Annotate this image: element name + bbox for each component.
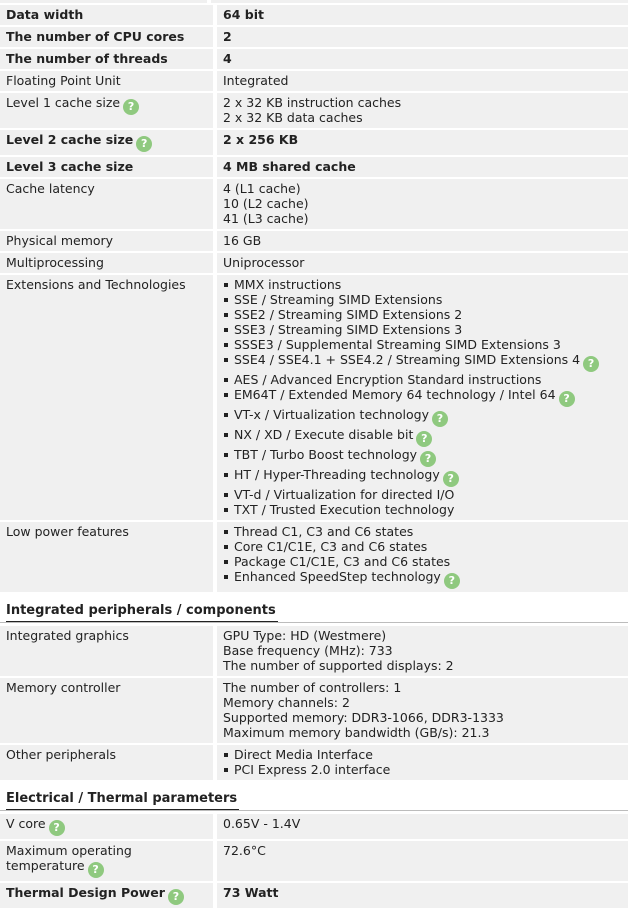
help-icon[interactable]: ? <box>559 391 575 407</box>
help-icon[interactable]: ? <box>432 411 448 427</box>
row-label: Cache latency <box>0 179 213 229</box>
table-row-extensions <box>0 273 628 520</box>
list-item: HT / Hyper-Threading technology ? <box>223 467 628 487</box>
peripherals-list <box>223 747 628 777</box>
list-item: AES / Advanced Encryption Standard instructions <box>223 372 628 387</box>
list-item: TBT / Turbo Boost technology ? <box>223 447 628 467</box>
row-value: 4 MB shared cache <box>217 157 628 177</box>
row-label: Data width <box>0 5 213 25</box>
row-label: Level 2 cache size ? <box>0 130 213 155</box>
help-icon[interactable]: ? <box>136 136 152 152</box>
table-row <box>0 69 628 91</box>
list-item: VT-d / Virtualization for directed I/O <box>223 487 628 502</box>
table-row-max-temperature <box>0 839 628 881</box>
row-label: Level 1 cache size ? <box>0 93 213 128</box>
row-value: Uniprocessor <box>217 253 628 273</box>
row-value: The number of controllers: 1 Memory channels: 2 Supported memory: DDR3-1066, DDR3-1333 Maximum memory bandwidth (GB/s): 21.3 <box>217 678 628 743</box>
list-item: NX / XD / Execute disable bit ? <box>223 427 628 447</box>
help-icon[interactable]: ? <box>583 356 599 372</box>
row-value: Integrated <box>217 71 628 91</box>
row-value <box>217 522 628 592</box>
row-label: Thermal Design Power ? <box>0 883 213 908</box>
row-label: Low power features <box>0 522 213 592</box>
list-item: Enhanced SpeedStep technology ? <box>223 569 628 589</box>
list-item: TXT / Trusted Execution technology <box>223 502 628 517</box>
help-icon[interactable]: ? <box>444 573 460 589</box>
list-item: PCI Express 2.0 interface <box>223 762 628 777</box>
row-label: The number of CPU cores <box>0 27 213 47</box>
table-top-edge <box>0 0 628 3</box>
table-row <box>0 25 628 47</box>
row-value: 72.6°C <box>217 841 628 881</box>
list-item: MMX instructions <box>223 277 628 292</box>
list-item: EM64T / Extended Memory 64 technology / Intel 64 ? <box>223 387 628 407</box>
list-item: Direct Media Interface <box>223 747 628 762</box>
list-item: VT-x / Virtualization technology ? <box>223 407 628 427</box>
list-item: SSE / Streaming SIMD Extensions <box>223 292 628 307</box>
list-item: Package C1/C1E, C3 and C6 states <box>223 554 628 569</box>
table-row-cache-latency <box>0 177 628 229</box>
row-value: GPU Type: HD (Westmere) Base frequency (MHz): 733 The number of supported displays: 2 <box>217 626 628 676</box>
table-row-multiprocessing <box>0 251 628 273</box>
list-item: SSSE3 / Supplemental Streaming SIMD Extensions 3 <box>223 337 628 352</box>
list-item: Thread C1, C3 and C6 states <box>223 524 628 539</box>
row-label: Memory controller <box>0 678 213 743</box>
row-value <box>217 275 628 520</box>
table-row-physical-memory <box>0 229 628 251</box>
table-row-memory-controller <box>0 676 628 743</box>
row-value: 2 x 256 KB <box>217 130 628 155</box>
help-icon[interactable]: ? <box>443 471 459 487</box>
help-icon[interactable]: ? <box>168 889 184 905</box>
row-value: 73 Watt <box>217 883 628 908</box>
row-label: Integrated graphics <box>0 626 213 676</box>
low-power-list <box>223 524 628 589</box>
table-row-low-power <box>0 520 628 592</box>
table-row-other-peripherals <box>0 743 628 780</box>
row-value: 16 GB <box>217 231 628 251</box>
table-row-l1-cache <box>0 91 628 128</box>
section-header-peripherals <box>0 592 628 622</box>
row-value: 4 (L1 cache) 10 (L2 cache) 41 (L3 cache) <box>217 179 628 229</box>
table-row <box>0 3 628 25</box>
section-divider <box>0 810 628 811</box>
row-value: 64 bit <box>217 5 628 25</box>
row-label: The number of threads <box>0 49 213 69</box>
help-icon[interactable]: ? <box>416 431 432 447</box>
row-label: Multiprocessing <box>0 253 213 273</box>
help-icon[interactable]: ? <box>49 820 65 836</box>
list-item: SSE4 / SSE4.1 + SSE4.2 / Streaming SIMD Extensions 4 ? <box>223 352 628 372</box>
help-icon[interactable]: ? <box>420 451 436 467</box>
row-label: Extensions and Technologies <box>0 275 213 520</box>
list-item: SSE2 / Streaming SIMD Extensions 2 <box>223 307 628 322</box>
list-item: Core C1/C1E, C3 and C6 states <box>223 539 628 554</box>
extensions-list <box>223 277 628 517</box>
section-title: Electrical / Thermal parameters <box>6 791 239 810</box>
row-label: Floating Point Unit <box>0 71 213 91</box>
section-title: Integrated peripherals / components <box>6 603 278 622</box>
row-label: V core ? <box>0 814 213 839</box>
help-icon[interactable]: ? <box>88 862 104 878</box>
row-value: 2 x 32 KB instruction caches 2 x 32 KB data caches <box>217 93 628 128</box>
row-label: Maximum operating temperature ? <box>0 841 213 881</box>
table-row-tdp <box>0 881 628 908</box>
row-value: 4 <box>217 49 628 69</box>
table-row-v-core <box>0 812 628 839</box>
table-row <box>0 47 628 69</box>
row-label: Other peripherals <box>0 745 213 780</box>
row-label: Level 3 cache size <box>0 157 213 177</box>
table-row-l3-cache <box>0 155 628 177</box>
section-divider <box>0 622 628 623</box>
section-header-electrical <box>0 780 628 810</box>
list-item: SSE3 / Streaming SIMD Extensions 3 <box>223 322 628 337</box>
help-icon[interactable]: ? <box>123 99 139 115</box>
row-value: 2 <box>217 27 628 47</box>
table-row-l2-cache <box>0 128 628 155</box>
row-label: Physical memory <box>0 231 213 251</box>
row-value: 0.65V - 1.4V <box>217 814 628 839</box>
table-row-integrated-graphics <box>0 624 628 676</box>
row-value <box>217 745 628 780</box>
